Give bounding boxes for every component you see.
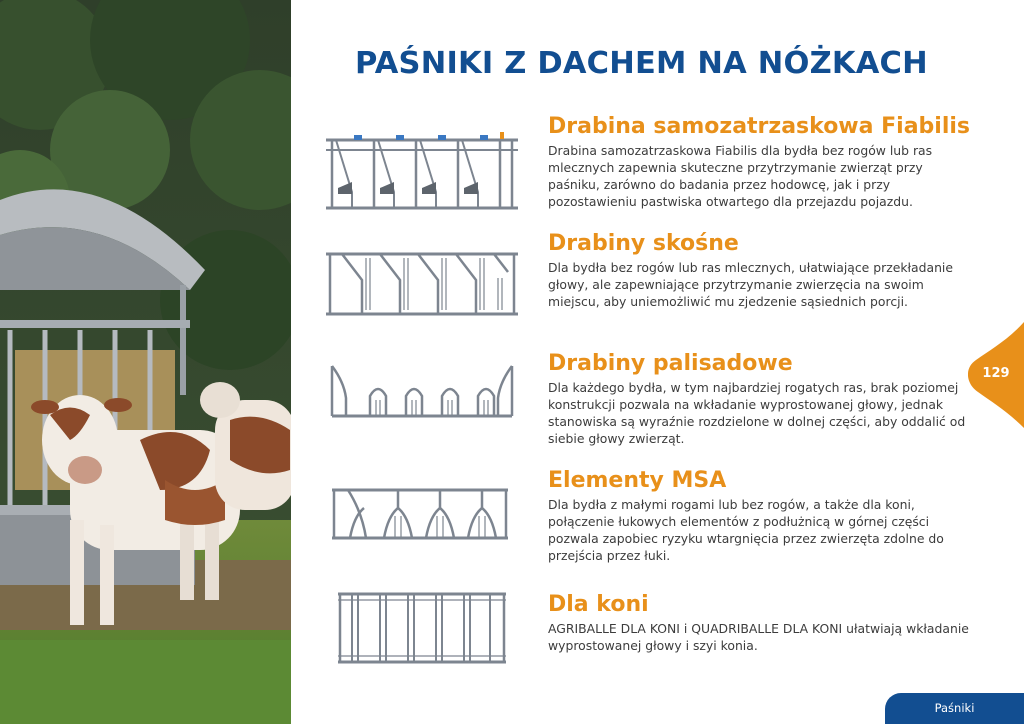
section-horses	[548, 591, 978, 654]
page-number: 129	[982, 366, 1010, 381]
footer-section-label: Paśniki	[934, 701, 975, 715]
section-msa	[548, 467, 978, 564]
palisade-barrier-drawing	[322, 358, 522, 422]
diagonal-barrier-drawing	[322, 248, 522, 320]
section-heading: Drabiny palisadowe	[548, 351, 793, 376]
section-text: Dla bydła z małymi rogami lub bez rogów, a także dla koni, połączenie łukowych elementów z podłużnicą w górnej części pozwala zapobiec ryzyku wtargnięcia przez zwierzęta zdolne do przejścia przez łuki.	[548, 497, 944, 563]
headlock-drawing	[322, 130, 522, 215]
section-fiabilis	[548, 113, 978, 210]
section-heading: Elementy MSA	[548, 468, 727, 493]
section-heading: Drabiny skośne	[548, 231, 739, 256]
section-heading: Dla koni	[548, 592, 649, 617]
section-text: AGRIBALLE DLA KONI i QUADRIBALLE DLA KONI ułatwiają wkładanie wyprostowanej głowy i szyi konia.	[548, 621, 969, 653]
section-text: Dla każdego bydła, w tym najbardziej rogatych ras, brak poziomej konstrukcji pozwala na wkładanie wyprostowanej głowy, jednak stanowiska są wyraźnie rozdzielone w dolnej części, aby oddalić od siebie głowy zwierząt.	[548, 380, 966, 446]
footer-tab	[885, 693, 1024, 724]
calves-feeder-photo	[0, 0, 291, 724]
section-text: Dla bydła bez rogów lub ras mlecznych, ułatwiające przekładanie głowy, ale zapewniające przytrzymanie zwierzęcia na swoim miejscu, aby uniemożliwić mu zjedzenie sąsiednich porcji.	[548, 260, 954, 309]
page-title: PAŚNIKI Z DACHEM NA NÓŻKACH	[355, 46, 928, 81]
section-palisade	[548, 350, 978, 447]
section-text: Drabina samozatrzaskowa Fiabilis dla bydła bez rogów lub ras mlecznych zapewnia skuteczne przytrzymanie zwierząt przy paśniku, zarówno do badania przez hodowcę, jak i przy pozostawieniu pastwiska otwartego dla przejazdu pojazdu.	[548, 143, 933, 209]
section-heading: Drabina samozatrzaskowa Fiabilis	[548, 114, 971, 139]
section-diagonal	[548, 230, 978, 310]
msa-elements-drawing	[322, 480, 522, 546]
horse-barrier-drawing	[322, 588, 522, 668]
